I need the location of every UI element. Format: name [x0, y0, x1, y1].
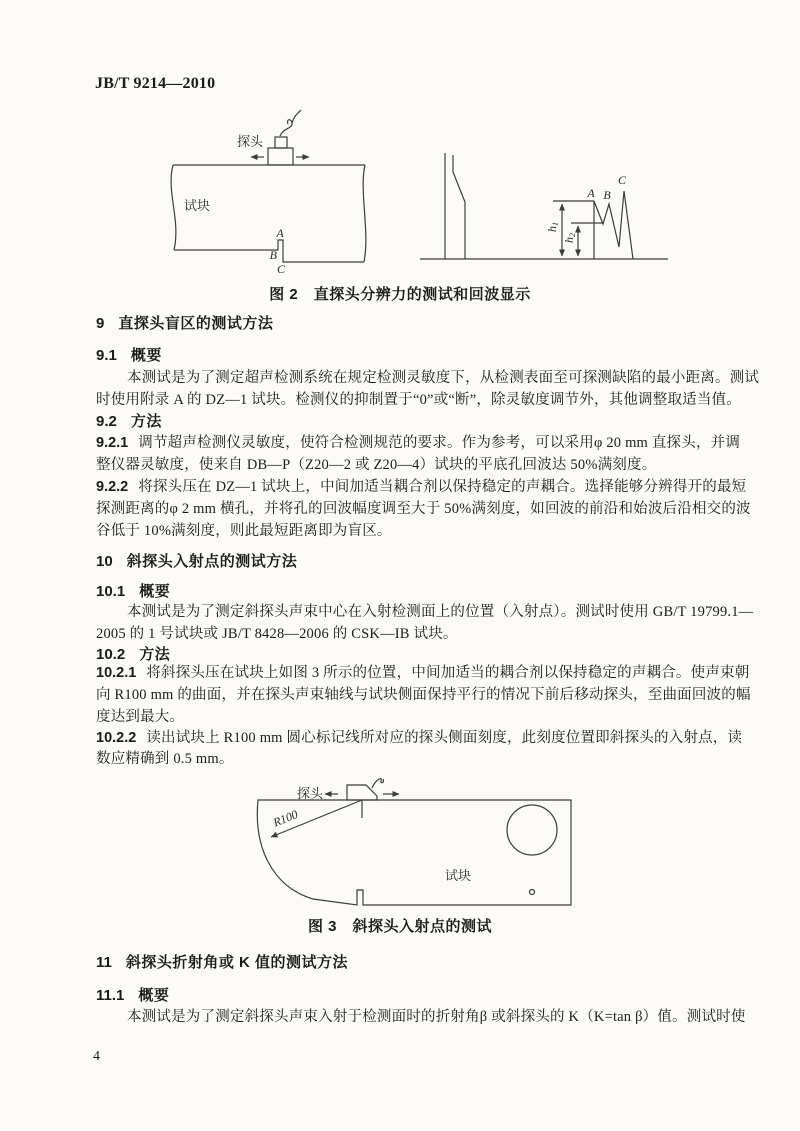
- echo-label-c: C: [617, 173, 627, 187]
- clause-number: 9.2.2: [96, 479, 129, 495]
- section-number: 9.2: [96, 413, 117, 430]
- figure2-test-block: [171, 110, 366, 276]
- section-number: 10.1: [96, 583, 126, 600]
- section-title: 直探头盲区的测试方法: [118, 315, 274, 332]
- section-title: 斜探头入射点的测试方法: [126, 553, 298, 570]
- probe-label: 探头: [296, 786, 324, 801]
- section-title: 方法: [130, 413, 162, 430]
- clause-number: 10.2.2: [96, 730, 137, 746]
- section-number: 9: [96, 315, 105, 332]
- probe-body: [268, 148, 293, 165]
- clause-10-2-2: [96, 728, 742, 749]
- clause-text: 调节超声检测仪灵敏度，使符合检测规范的要求。作为参考，可以采用φ 20 mm 直探头，并调: [138, 435, 741, 451]
- probe-cable: [280, 110, 301, 136]
- paragraph-line: 整仪器灵敏度，使来自 DB—P（Z20—2 或 Z20—4）试块的平底孔回波达 50%满刻度。: [96, 457, 657, 473]
- paragraph-line: 本测试是为了测定斜探头声束中心在入射检测面上的位置（入射点）。测试时使用 GB/T 19799.1—: [127, 604, 754, 620]
- section-9-2-heading: [96, 411, 162, 432]
- paragraph-line: 向 R100 mm 的曲面，并在探头声束轴线与试块侧面保持平行的情况下前后移动探头，至曲面回波的幅: [96, 687, 751, 703]
- section-10-2-heading: [96, 644, 170, 665]
- section-11-1-heading: [96, 985, 169, 1006]
- section-10-1-heading: [96, 581, 170, 602]
- small-hole: [530, 890, 535, 895]
- paragraph-line: 时使用附录 A 的 DZ—1 试块。检测仪的抑制置于“0”或“断”，除灵敏度调节外，其他调整取适当值。: [96, 392, 741, 408]
- section-number: 10: [96, 553, 113, 570]
- paragraph-line: 谷低于 10%满刻度，则此最短距离即为盲区。: [96, 523, 392, 539]
- clause-9-2-2: [96, 477, 746, 498]
- paragraph-line: 本测试是为了测定超声检测系统在规定检测灵敏度下，从检测表面至可探测缺陷的最小距离。测试: [127, 370, 760, 386]
- clause-9-2-1: [96, 433, 740, 454]
- notch-point-c: C: [276, 262, 286, 276]
- notch-point-b: B: [269, 248, 277, 262]
- section-10-heading: [96, 551, 297, 572]
- figure3-diagram: [225, 768, 605, 918]
- page-number: 4: [93, 1049, 101, 1064]
- section-9-heading: [96, 313, 273, 334]
- paragraph-line: 探测距离的φ 2 mm 横孔，并将孔的回波幅度调至大于 50%满刻度，如回波的前沿和始波后沿相交的波: [96, 501, 751, 517]
- echo-peaks: [594, 191, 633, 259]
- section-title: 概要: [139, 583, 171, 600]
- paragraph-line: 2005 的 1 号试块或 JB/T 8428—2006 的 CSK—IB 试块。: [96, 626, 458, 642]
- probe-connector: [275, 137, 287, 148]
- section-number: 10.2: [96, 646, 126, 663]
- initial-pulse-right: [453, 155, 465, 259]
- test-block-outline: [257, 800, 571, 905]
- large-hole: [507, 805, 557, 855]
- probe-label: 探头: [236, 134, 264, 149]
- radius-label: R100: [271, 807, 300, 830]
- section-title: 概要: [130, 347, 162, 364]
- section-number: 11: [96, 954, 112, 971]
- section-title: 方法: [139, 646, 171, 663]
- h1-label: h1: [545, 222, 560, 232]
- section-number: 9.1: [96, 347, 117, 364]
- clause-text: 将探头压在 DZ—1 试块上，中间加适当耦合剂以保持稳定的声耦合。选择能够分辨得开的最短: [138, 479, 747, 495]
- block-left-break-line: [171, 165, 176, 250]
- figure2-echo-display: [420, 153, 668, 259]
- block-label: 试块: [444, 868, 472, 883]
- clause-number: 9.2.1: [96, 435, 129, 451]
- figure3-caption: 图 3 斜探头入射点的测试: [307, 918, 492, 935]
- clause-text: 将斜探头压在试块上如图 3 所示的位置，中间加适当的耦合剂以保持稳定的声耦合。使声束朝: [146, 665, 750, 681]
- section-11-heading: [96, 952, 348, 973]
- echo-label-a: A: [587, 186, 595, 200]
- section-title: 斜探头折射角或 K 值的测试方法: [125, 954, 349, 971]
- h2-label: h2: [562, 233, 577, 243]
- figure2-caption: 图 2 直探头分辨力的测试和回波显示: [269, 286, 531, 303]
- section-title: 概要: [138, 987, 170, 1004]
- notch-point-a: A: [276, 226, 284, 240]
- paragraph-line: 度达到最大。: [96, 709, 185, 725]
- figure2-diagram: [135, 98, 710, 293]
- clause-text: 读出试块上 R100 mm 圆心标记线所对应的探头侧面刻度，此刻度位置即斜探头的入射点，读: [146, 730, 743, 746]
- probe-cable: [372, 779, 383, 788]
- section-number: 11.1: [96, 987, 125, 1004]
- paragraph-line: 本测试是为了测定斜探头声束入射于检测面时的折射角β 或斜探头的 K（K=tan β）值。测试时使: [127, 1009, 746, 1025]
- block-label: 试块: [183, 198, 211, 213]
- clause-10-2-1: [96, 663, 749, 684]
- paragraph-line: 数应精确到 0.5 mm。: [96, 751, 234, 767]
- echo-label-b: B: [603, 188, 611, 202]
- clause-number: 10.2.1: [96, 665, 137, 681]
- document-number: JB/T 9214—2010: [95, 75, 216, 92]
- block-right-break-line: [363, 165, 366, 262]
- section-9-1-heading: [96, 345, 162, 366]
